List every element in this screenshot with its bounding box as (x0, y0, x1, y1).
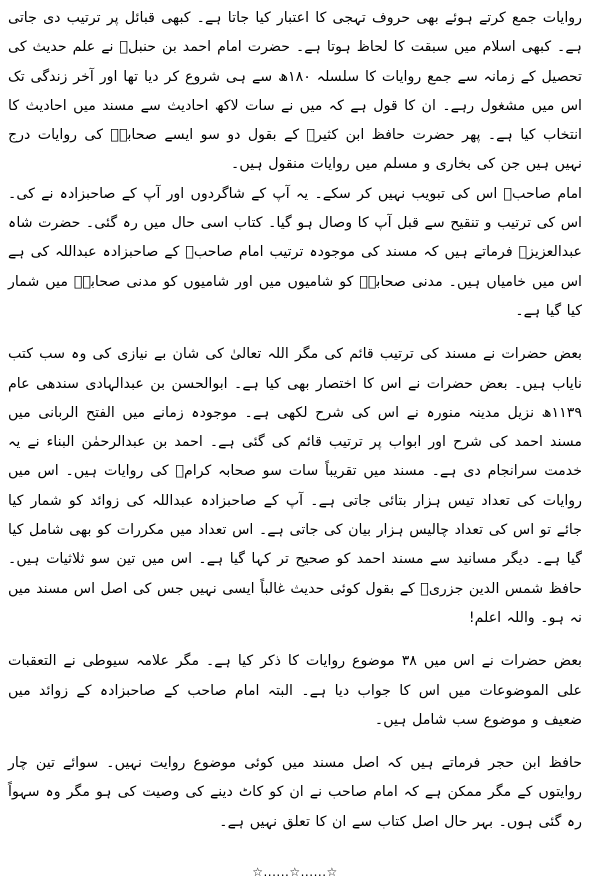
document-page (8, 4, 582, 883)
paragraph-3: بعض حضرات نے مسند کی ترتیب قائم کی مگر اللہ تعالیٰ کی شان بے نیازی کی وہ سب کتب نایاب ہیں۔ بعض حضرات نے اس کا اختصار بھی کیا ہے۔ ابوالحسن بن عبدالہادی سندھی عام ۱۱۳۹ھ نزیل مدینہ منورہ نے اس کی شرح لکھی ہے۔ موجودہ زمانے میں الفتح الربانی میں مسند احمد کی شرح اور ابواب پر ترتیب قائم کی گئی ہے۔ احمد بن عبدالرحمٰن البناء نے یہ خدمت سرانجام دی ہے۔ مسند میں تقریباً سات سو صحابہ کرامؓ کی روایات ہیں۔ اس میں روایات کی تعداد تیس ہزار بتائی جاتی ہے۔ آپ کے صاحبزادہ عبداللہ کی زوائد کو شمار کیا جائے تو اس کی تعداد چالیس ہزار بیان کی جاتی ہے۔ اس تعداد میں مکررات کو بھی شامل کیا گیا ہے۔ دیگر مسانید سے مسند احمد کو صحیح تر کہا گیا ہے۔ اس میں تین سو ثلاثیات ہیں۔ حافظ شمس الدین جزریؒ کے بقول کوئی حدیث غالباً ایسی نہیں جس کی اصل اس مسند میں نہ ہو۔ واللہ اعلم! (8, 346, 582, 626)
paragraph-gap (8, 633, 582, 647)
paragraph-2: امام صاحبؒ اس کی تبویب نہیں کر سکے۔ یہ آپ کے شاگردوں اور آپ کے صاحبزادہ نے کی۔ اس کی ترتیب و تنقیح سے قبل آپ کا وصال ہو گیا۔ کتاب اسی حال میں رہ گئی۔ حضرت شاہ عبدالعزیزؒ فرماتے ہیں کہ مسند کی موجودہ ترتیب امام صاحبؒ کے صاحبزادہ عبداللہ کی ہے اس میں خامیاں ہیں۔ مدنی صحابہؓ کو شامیوں میں اور شامیوں کو مدنی صحابہؓ میں شمار کیا گیا ہے۔ (8, 185, 582, 319)
paragraph-gap (8, 326, 582, 340)
footer-ornament: ☆......☆......☆ (252, 865, 338, 879)
paragraph-5: حافظ ابن حجر فرماتے ہیں کہ اصل مسند میں کوئی موضوع روایت نہیں۔ سوائے تین چار روایتوں کے مگر ممکن ہے کہ امام صاحب نے ان کو کاٹ دینے کی وصیت کی ہو مگر وہ سہواً رہ گئی ہوں۔ بہر حال اصل کتاب سے ان کا تعلق نہیں ہے۔ (8, 755, 582, 830)
paragraph-gap (8, 735, 582, 749)
paragraph-4: بعض حضرات نے اس میں ۳۸ موضوع روایات کا ذکر کیا ہے۔ مگر علامہ سیوطی نے التعقبات علی الموضوعات میں اس کا جواب دیا ہے۔ البتہ امام صاحب کے صاحبزادہ کے زوائد میں ضعیف و موضوع سب شامل ہیں۔ (8, 653, 582, 728)
paragraph-1: روایات جمع کرتے ہوئے بھی حروف تہجی کا اعتبار کیا جاتا ہے۔ کبھی قبائل پر ترتیب دی جاتی ہے۔ کبھی اسلام میں سبقت کا لحاظ ہوتا ہے۔ حضرت امام احمد بن حنبلؒ نے علم حدیث کی تحصیل کے زمانہ سے جمع روایات کا سلسلہ ۱۸۰ھ سے ہی شروع کر دیا تھا اور آخر زندگی تک اس میں مشغول رہے۔ ان کا قول ہے کہ میں نے سات لاکھ احادیث سے مسند میں احادیث کا انتخاب کیا ہے۔ پھر حضرت حافظ ابن کثیرؒ کے بقول دو سو ایسے صحابہؓ کی روایات درج نہیں ہیں جن کی بخاری و مسلم میں روایات منقول ہیں۔ (8, 10, 582, 173)
